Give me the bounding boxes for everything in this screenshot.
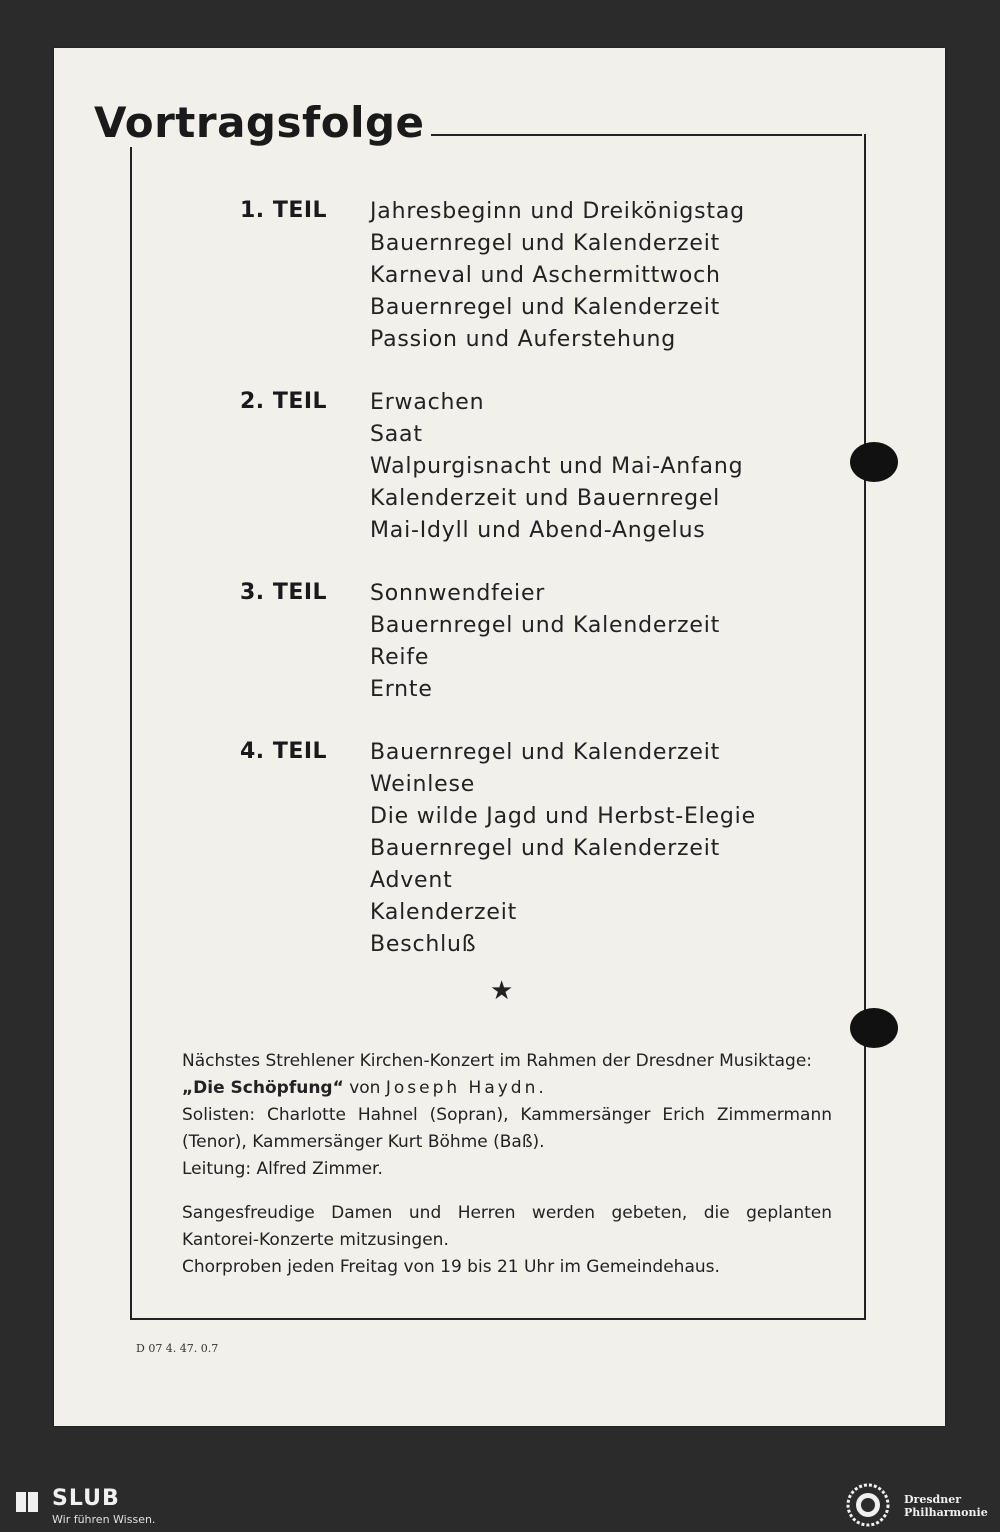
list-item: Reife: [370, 645, 430, 670]
list-item: Beschluß: [370, 932, 477, 957]
program-page: [54, 48, 945, 1426]
philharmonie-line1: Dresdner: [904, 1493, 962, 1506]
soloists: Solisten: Charlotte Hahnel (Sopran), Kammersänger Erich Zimmermann (Tenor), Kammersänger Kurt Böhme (Baß).: [182, 1105, 832, 1152]
print-code: D 07 4. 47. 0.7: [136, 1342, 219, 1355]
list-item: Karneval und Aschermittwoch: [370, 263, 721, 288]
part-label: 3. TEIL: [240, 580, 328, 605]
list-item: Passion und Auferstehung: [370, 327, 676, 352]
philharmonie-name: [904, 1493, 988, 1519]
list-item: Die wilde Jagd und Herbst-Elegie: [370, 804, 756, 829]
part-items: [370, 578, 720, 706]
part-items: [370, 387, 743, 547]
philharmonie-line2: Philharmonie: [904, 1506, 988, 1519]
list-item: Walpurgisnacht und Mai-Anfang: [370, 454, 744, 479]
part-label: 1. TEIL: [240, 198, 328, 223]
slub-name: SLUB: [52, 1486, 120, 1511]
list-item: Bauernregel und Kalenderzeit: [370, 231, 721, 256]
list-item: Saat: [370, 422, 423, 447]
choir-invitation: Sangesfreudige Damen und Herren werden gebeten, die geplanten Kantorei-Konzerte mitzusingen.: [182, 1203, 832, 1250]
notice-work-line: [182, 1075, 832, 1102]
slub-logo-icon: [14, 1488, 42, 1520]
list-item: Ernte: [370, 677, 433, 702]
punch-hole: [850, 442, 898, 482]
list-item: Bauernregel und Kalenderzeit: [370, 295, 721, 320]
list-item: Bauernregel und Kalenderzeit: [370, 836, 721, 861]
list-item: Sonnwendfeier: [370, 581, 546, 606]
list-item: Mai-Idyll und Abend-Angelus: [370, 518, 706, 543]
star-icon: ★: [490, 976, 514, 1006]
list-item: Weinlese: [370, 772, 476, 797]
conductor: Leitung: Alfred Zimmer.: [182, 1159, 383, 1179]
concert-notice: [182, 1048, 832, 1183]
list-item: Bauernregel und Kalenderzeit: [370, 740, 721, 765]
work-by: von: [349, 1078, 381, 1098]
part-items: [370, 196, 745, 356]
choir-notice: [182, 1200, 832, 1281]
list-item: Advent: [370, 868, 453, 893]
page-title: Vortragsfolge: [94, 98, 431, 147]
heading-rule: [426, 134, 862, 136]
list-item: Jahresbeginn und Dreikönigstag: [370, 199, 745, 224]
punch-hole: [850, 1008, 898, 1048]
list-item: Erwachen: [370, 390, 485, 415]
list-item: Kalenderzeit: [370, 900, 518, 925]
slub-tagline: Wir führen Wissen.: [52, 1513, 156, 1526]
footer-bar: [0, 1479, 1000, 1529]
philharmonie-logo-icon: [842, 1482, 894, 1532]
part-label: 4. TEIL: [240, 739, 328, 764]
notice-intro: Nächstes Strehlener Kirchen-Konzert im Rahmen der Dresdner Musiktage:: [182, 1051, 813, 1071]
part-label: 2. TEIL: [240, 389, 328, 414]
choir-rehearsals: Chorproben jeden Freitag von 19 bis 21 Uhr im Gemeindehaus.: [182, 1257, 720, 1277]
part-items: [370, 737, 756, 961]
composer: Joseph Haydn.: [385, 1078, 547, 1098]
list-item: Bauernregel und Kalenderzeit: [370, 613, 721, 638]
work-title: „Die Schöpfung“: [182, 1078, 344, 1098]
list-item: Kalenderzeit und Bauernregel: [370, 486, 721, 511]
